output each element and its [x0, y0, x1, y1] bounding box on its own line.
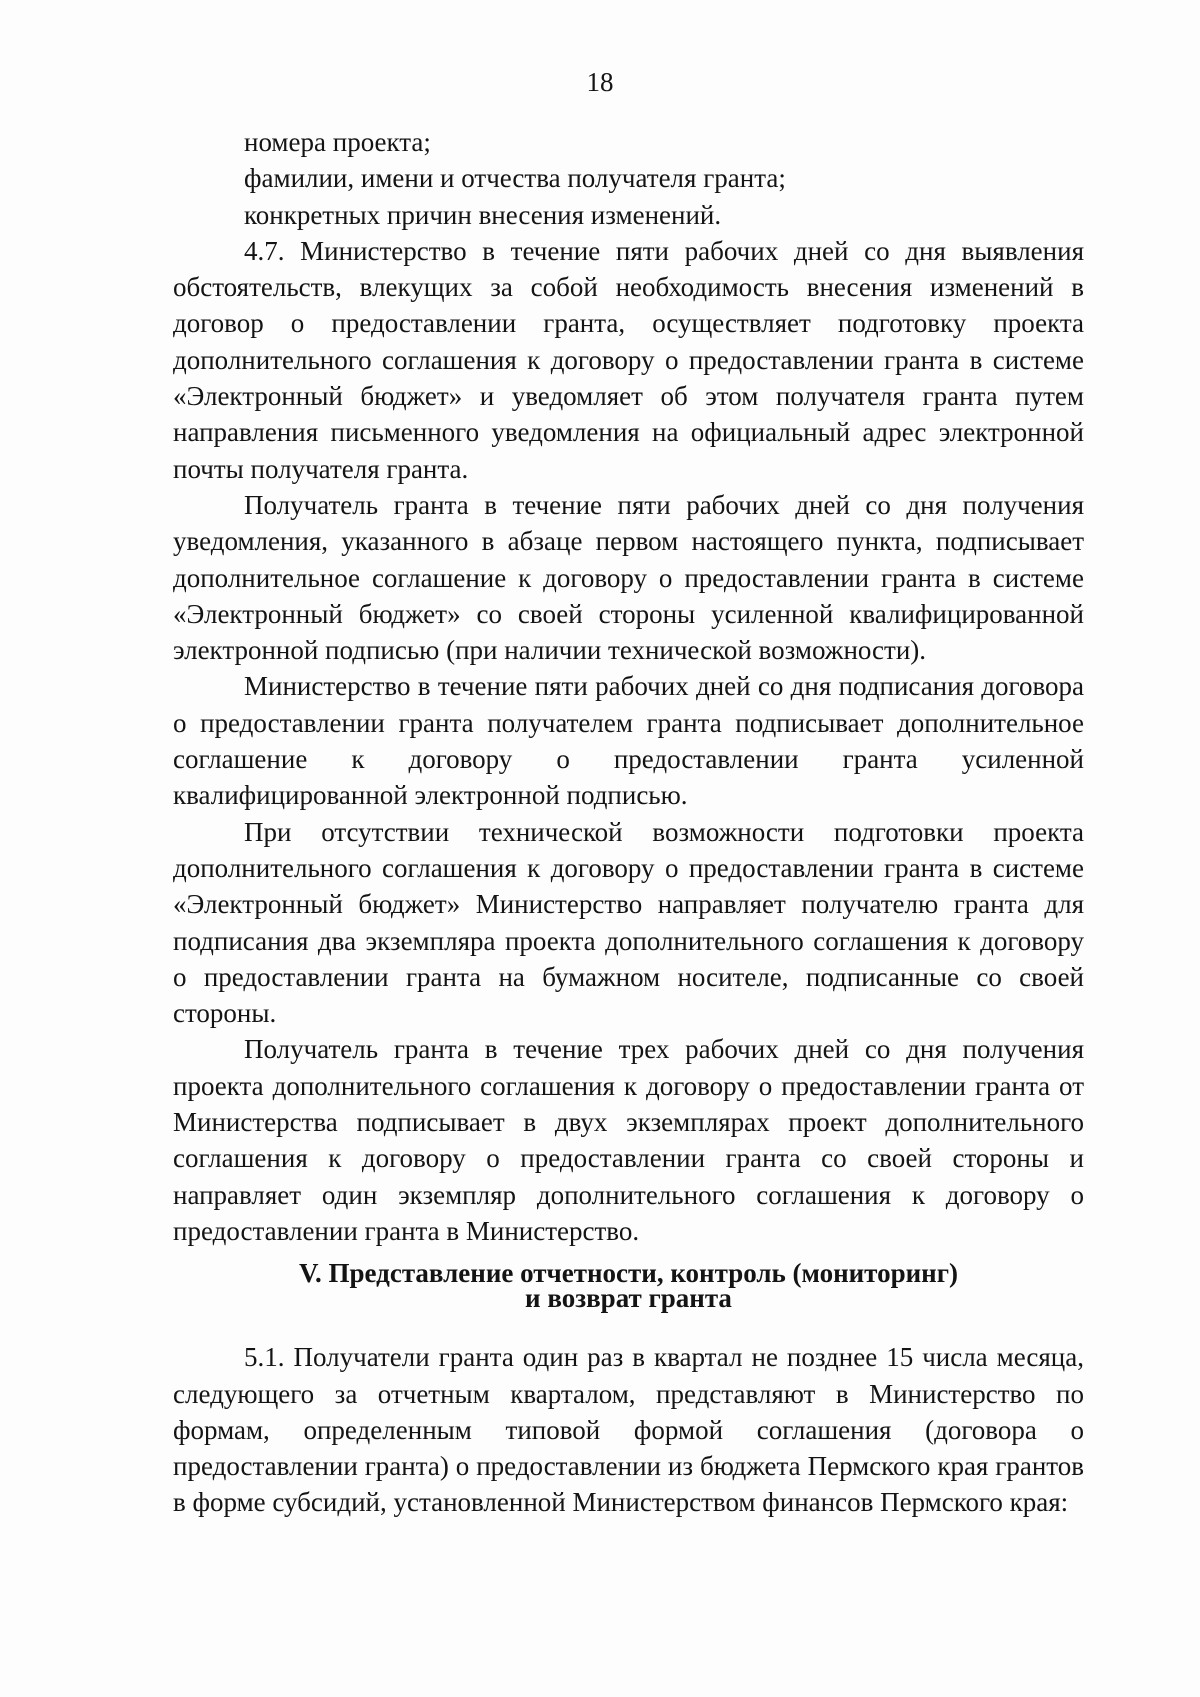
paragraph: Министерство в течение пяти рабочих дней со дня подписания договора о предоставлении гранта получателем гранта подписывает дополнительное соглашение к договору о предоставлении гранта усиленной квалифицированной электронной подписью. [173, 671, 1084, 811]
paragraph: При отсутствии технической возможности подготовки проекта дополнительного соглашения к договору о предоставлении гранта в системе «Электронный бюджет» Министерство направляет получателю гранта для подписания два экземпляра проекта дополнительного соглашения к договору о предоставлении гранта на бумажном носителе, подписанные со своей стороны. [173, 816, 1084, 1029]
section-heading-line: V. Представление отчетности, контроль (мониторинг) [299, 1258, 958, 1289]
paragraph: Получатель гранта в течение трех рабочих дней со дня получения проекта дополнительного соглашения к договору о предоставлении гранта от Министерства подписывает в двух экземплярах проект дополнительного соглашения к договору о предоставлении гранта со своей стороны и направляет один экземпляр дополнительного соглашения к договору о предоставлении гранта в Министерство. [173, 1034, 1084, 1246]
paragraph-4-7: 4.7. Министерство в течение пяти рабочих дней со дня выявления обстоятельств, влекущих за собой необходимость внесения изменений в договор о предоставлении гранта, осуществляет подготовку проекта дополнительного соглашения к договору о предоставлении гранта в системе «Электронный бюджет» и уведомляет об этом получателя гранта путем направления письменного уведомления на официальный адрес электронной почты получателя гранта. [173, 235, 1084, 484]
list-item: фамилии, имени и отчества получателя гранта; [244, 163, 786, 194]
document-body [173, 124, 1084, 1521]
list-item: номера проекта; [244, 127, 431, 157]
paragraph-5-1: 5.1. Получатели гранта один раз в квартал не позднее 15 числа месяца, следующего за отчетным кварталом, представляют в Министерство по формам, определенным типовой формой соглашения (договора о предоставлении гранта) о предоставлении из бюджета Пермского края грантов в форме субсидий, установленной Министерством финансов Пермского края: [173, 1342, 1084, 1518]
page-number: 18 [586, 67, 614, 97]
section-heading-line: и возврат гранта [525, 1283, 732, 1314]
list-item: конкретных причин внесения изменений. [244, 199, 722, 230]
section-heading [173, 1258, 1084, 1314]
paragraph: Получатель гранта в течение пяти рабочих дней со дня получения уведомления, указанного в абзаце первом настоящего пункта, подписывает дополнительное соглашение к договору о предоставлении гранта в системе «Электронный бюджет» со своей стороны усиленной квалифицированной электронной подписью (при наличии технической возможности). [173, 489, 1084, 666]
